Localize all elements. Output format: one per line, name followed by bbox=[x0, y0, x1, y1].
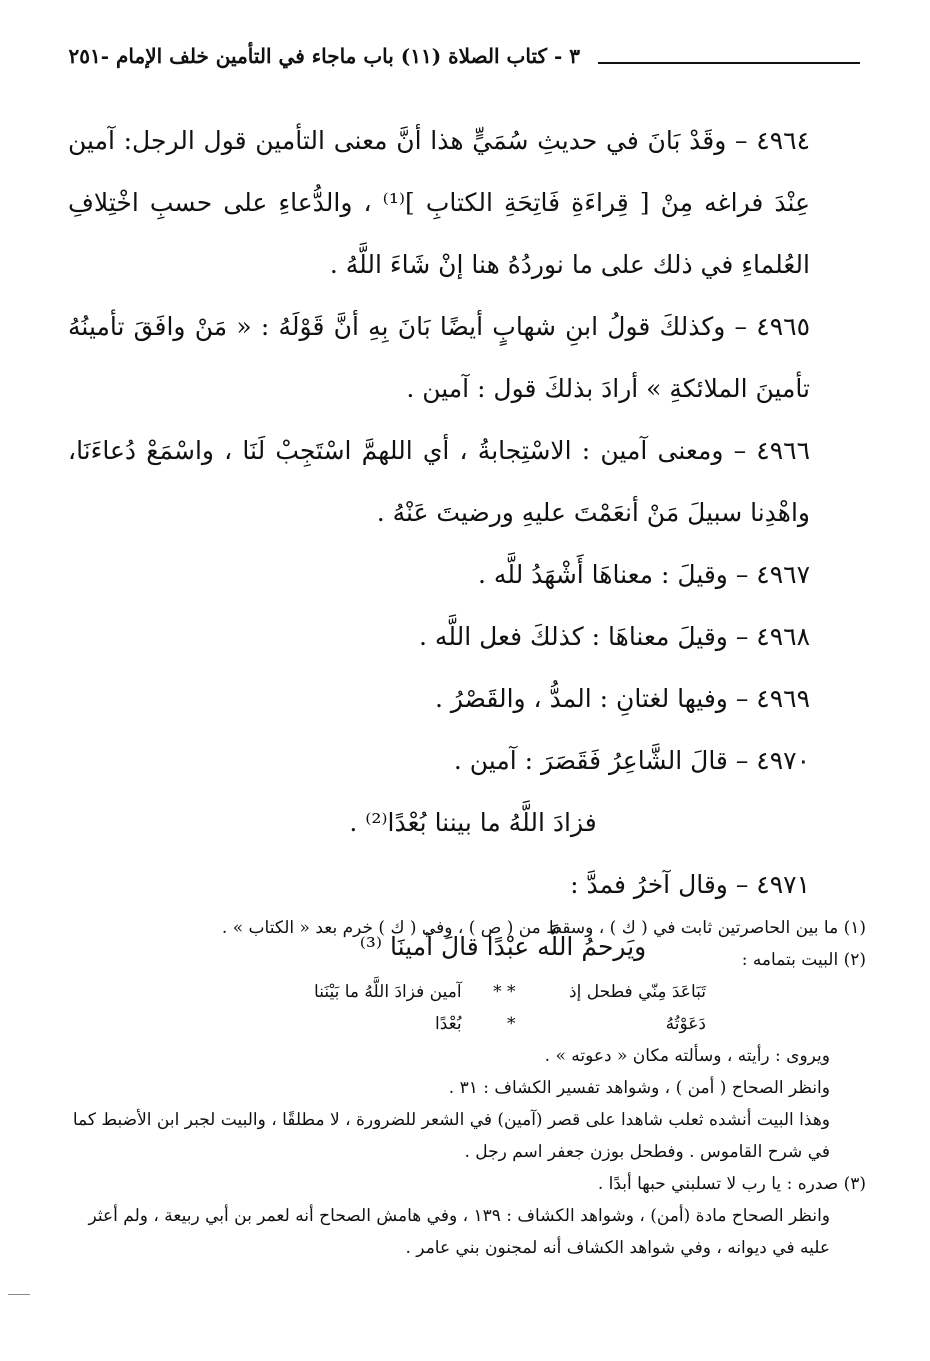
footnote-1: (١) ما بين الحاصرتين ثابت في ( ك ) ، وسقط من ( ص ) ، وفي ( ك ) خرم بعد « الكتاب » . bbox=[221, 918, 866, 938]
verse-line-2: ويَرحمُ اللَّه عبْدًا قالَ آمينَا ⁽³⁾ bbox=[359, 932, 647, 961]
paragraph-4971: ٤٩٧١ – وقال آخرُ فمدَّ : bbox=[570, 870, 810, 899]
paragraph-4967: ٤٩٦٧ – وقيلَ : معناهَا أَشْهَدُ للَّه . bbox=[478, 560, 810, 589]
header-title: ٣ - كتاب الصلاة (١١) باب ماجاء في التأمين خلف الإمام -٢٥١ bbox=[68, 44, 580, 68]
running-header bbox=[68, 44, 580, 68]
main-text bbox=[68, 110, 858, 978]
footnote-3-reference: وانظر الصحاح مادة (أمن) ، وشواهد الكشاف : ١٣٩ ، وفي هامش الصحاح أنه لعمر بن أبي ربيعة ، ولم أعثر عليه في ديوانه ، وفي شواهد الكشاف أنه لمجنون بني عامر . bbox=[88, 1206, 830, 1258]
footnote-2-variant: ويروى : رأيته ، وسألته مكان « دعوته » . bbox=[544, 1046, 830, 1066]
paragraph-4968: ٤٩٦٨ – وقيلَ معناهَا : كذلكَ فعل اللَّه . bbox=[419, 622, 810, 651]
paragraph-4966: ٤٩٦٦ – ومعنى آمين : الاسْتِجابةُ ، أي اللهمَّ اسْتَجِبْ لَنَا ، واسْمَعْ دُعاءَنَا، واهْدِنا سبيلَ مَنْ أنعَمْتَ عليهِ ورضيتَ عَنْهُ . bbox=[68, 436, 810, 527]
footnote-2-intro: (٢) البيت بتمامه : bbox=[741, 950, 866, 970]
footnote-2-commentary: وهذا البيت أنشده ثعلب شاهدا على قصر (آمين) في الشعر للضرورة ، لا مطلقًا ، والبيت لجبر ابن الأضبط كما في شرح القاموس . وفطحل بوزن جعفر اسم رجل . bbox=[72, 1110, 830, 1162]
footnote-3: (٣) صدره : يا رب لا تسلبني حبها أبدًا . bbox=[597, 1174, 866, 1194]
paragraph-4964: ٤٩٦٤ – وقَدْ بَانَ في حديثِ سُمَيٍّ هذا أنَّ معنى التأمين قول الرجل: آمين عِنْدَ فراغه مِنْ [ قِراءَةِ فَاتِحَةِ الكتابِ ]⁽¹⁾ ، والدُّعاءِ على حسبِ اخْتِلافِ العُلماءِ في ذلك على ما نوردُهُ هنا إنْ شَاءَ اللَّهُ . bbox=[68, 126, 810, 279]
scan-mark bbox=[8, 1294, 30, 1295]
footnote-2-verse bbox=[64, 976, 866, 1040]
footnote-2-verse-second-half: آمين فزادَ اللَّهُ ما بَيْنَنا بُعْدًا bbox=[314, 982, 462, 1034]
footnotes bbox=[64, 912, 866, 1264]
paragraph-4969: ٤٩٦٩ – وفيها لغتانِ : المدُّ ، والقَصْرُ . bbox=[434, 684, 810, 713]
paragraph-4970: ٤٩٧٠ – قالَ الشَّاعِرُ فَقَصَرَ : آمين . bbox=[453, 746, 810, 775]
paragraph-4965: ٤٩٦٥ – وكذلكَ قولُ ابنِ شهابٍ أيضًا بَانَ بِهِ أنَّ قَوْلَهُ : « مَنْ وافَقَ تأمينُهُ تأمينَ الملائكةِ » أرادَ بذلكَ قول : آمين . bbox=[68, 312, 810, 403]
footnote-2-verse-first-half: تَبَاعَدَ مِنّي فطحل إذ دَعَوْتُهُ bbox=[569, 982, 706, 1034]
header-rule bbox=[598, 62, 860, 64]
footnote-2-reference: وانظر الصحاح ( أمن ) ، وشواهد تفسير الكشاف : ٣١ . bbox=[448, 1078, 830, 1098]
verse-line-1: فزادَ اللَّهُ ما بيننا بُعْدًا⁽²⁾ . bbox=[349, 808, 597, 837]
verse-separator-stars: * * * bbox=[493, 982, 516, 1034]
